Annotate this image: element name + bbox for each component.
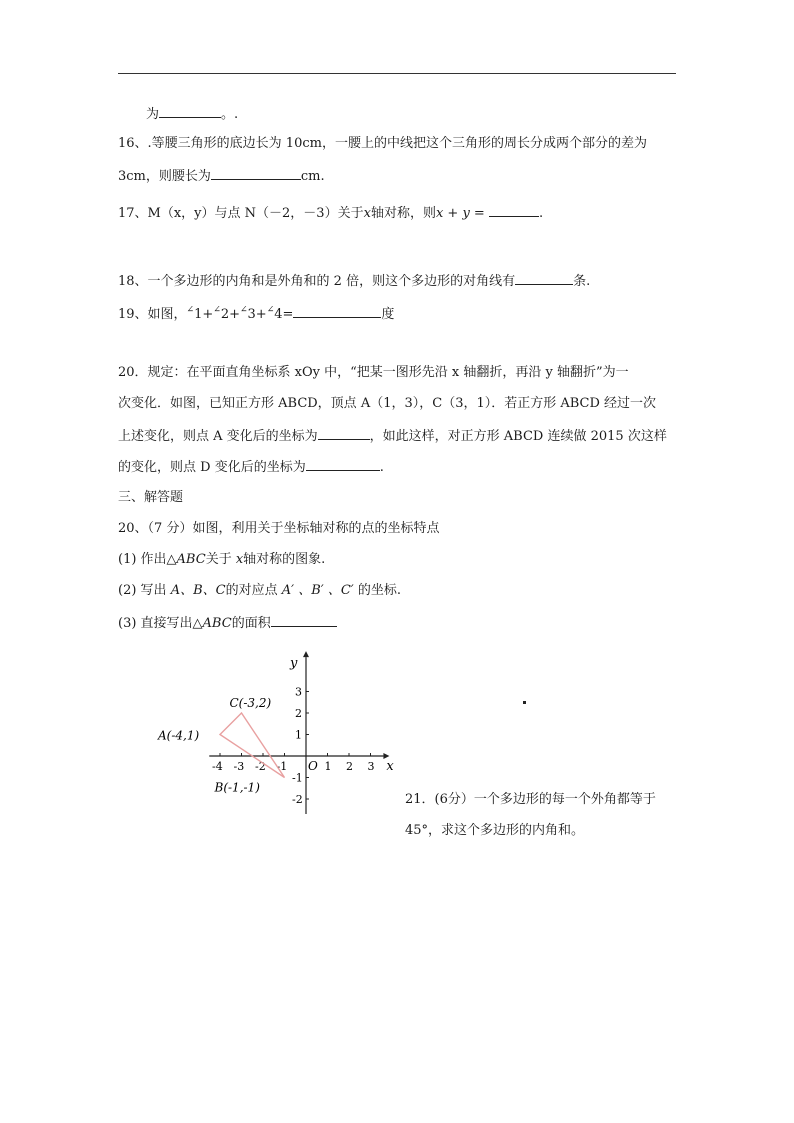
y-axis-label: y (290, 656, 298, 672)
p20-step2 (118, 581, 401, 601)
q19 (118, 300, 394, 325)
p20-s3-blank[interactable] (271, 612, 337, 627)
q18-blank[interactable] (515, 270, 573, 285)
x-tick-label: -4 (212, 760, 223, 773)
y-tick-label: 2 (295, 707, 302, 720)
q16-blank[interactable] (211, 165, 301, 180)
section-title: 三、解答题 (118, 490, 184, 505)
q19-suffix: 度 (381, 307, 395, 322)
p20-s2-suffix: 的坐标. (353, 583, 401, 598)
y-axis-arrow-icon (303, 651, 309, 657)
p20-s2-primes: A′ 、B′ 、C′ (281, 583, 354, 598)
p20-s3-tri: ABC (202, 616, 232, 631)
q20-blank-d[interactable] (306, 456, 380, 471)
q17-blank[interactable] (489, 202, 539, 217)
q20-line4-suffix: . (379, 460, 384, 475)
y-tick-label: 1 (295, 728, 302, 742)
x-tick-label: -1 (276, 760, 288, 773)
q20-line4-prefix: 的变化，则点 D 变化后的坐标为 (118, 460, 306, 475)
p20-step3 (118, 612, 337, 634)
q19-t3: 3+ (247, 307, 267, 322)
p20-s1-tri: ABC (176, 552, 206, 567)
q20-line1: 20．规定：在平面直角坐标系 xOy 中，“把某一图形先沿 x 轴翻折，再沿 y 轴翻折”为一 (118, 365, 629, 380)
angle-icon: ∠ (266, 305, 275, 315)
angle-icon: ∠ (239, 305, 248, 315)
p20-s1-prefix: (1) 作出△ (118, 552, 177, 567)
q16-line2 (118, 165, 325, 187)
y-tick-label: 3 (295, 685, 302, 699)
q19-t4: 4= (274, 307, 294, 322)
q18-suffix: 条. (573, 274, 591, 289)
q18 (118, 270, 590, 292)
p20-s3-prefix: (3) 直接写出△ (118, 616, 203, 631)
p20-s2-mid: 的对应点 (225, 583, 282, 598)
q20-line3 (118, 425, 667, 447)
q20-line3-suffix: ，如此这样，对正方形 ABCD 连续做 2015 次这样 (369, 429, 667, 444)
point-label-a: A(-4,1) (158, 728, 200, 743)
x-tick-label: -3 (233, 760, 245, 773)
header-rule (118, 73, 676, 74)
q15-prefix: 为 (146, 107, 160, 122)
q16-prefix: 3cm，则腰长为 (118, 169, 211, 184)
q19-t1: 1+ (194, 307, 214, 322)
point-label-c: C(-3,2) (229, 696, 272, 710)
q20-line4 (118, 456, 384, 478)
triangle-abc (220, 713, 285, 778)
q17-expr: x + y = (435, 206, 485, 221)
q17-part2: 轴对称，则 (370, 206, 436, 221)
x-tick-label: 3 (367, 760, 375, 773)
q17-part1: 17、M（x，y）与点 N（－2，－3）关于 (118, 206, 364, 221)
angle-icon: ∠ (186, 305, 195, 315)
point-label-b: B(-1,-1) (214, 780, 260, 795)
q17-x-var: x (363, 206, 371, 221)
p20-s2-prefix: (2) 写出 (118, 583, 171, 598)
q21-line2: 45°，求这个多边形的内角和。 (405, 823, 585, 838)
p20-step1 (118, 550, 325, 570)
x-tick-label: 2 (346, 760, 353, 773)
x-axis-label: x (386, 759, 394, 774)
p20-s1-x: x (235, 552, 244, 567)
q18-text: 18、一个多边形的内角和是外角和的 2 倍，则这个多边形的对角线有 (118, 274, 516, 289)
q19-prefix: 19、如图， (118, 307, 187, 322)
q20-line3-prefix: 上述变化，则点 A 变化后的坐标为 (118, 429, 318, 444)
q17 (118, 202, 543, 224)
q15-suffix: 。. (221, 107, 239, 122)
q19-t2: 2+ (220, 307, 240, 322)
p20-header: 20、（7 分）如图，利用关于坐标轴对称的点的坐标特点 (118, 521, 440, 536)
coordinate-figure (158, 645, 396, 825)
p20-s3-suffix: 的面积 (231, 616, 271, 631)
y-tick-label: -2 (292, 793, 303, 806)
q15-blank[interactable] (159, 103, 221, 118)
p20-s1-suffix: 轴对称的图象. (243, 552, 326, 567)
origin-label: O (308, 759, 318, 773)
q16-suffix: cm. (300, 169, 325, 184)
q20-blank-a[interactable] (318, 425, 370, 440)
angle-icon: ∠ (213, 305, 221, 315)
q16-line1: 16、.等腰三角形的底边长为 10cm，一腰上的中线把这个三角形的周长分成两个部分的差为 (118, 136, 647, 151)
stray-dot (523, 701, 526, 704)
q17-end: . (538, 206, 544, 221)
q15-tail (146, 103, 238, 125)
q20-line2: 次变化．如图，已知正方形 ABCD，顶点 A（1，3），C（3，1）．若正方形 ABCD 经过一次 (118, 396, 657, 411)
q21-line1: 21．(6分）一个多边形的每一个外角都等于 (405, 792, 656, 807)
q19-blank[interactable] (293, 303, 381, 318)
y-tick-label: -1 (292, 771, 303, 785)
x-tick-label: 1 (324, 760, 332, 773)
x-tick-label: -2 (255, 760, 266, 773)
p20-s2-pts: A、B、C (170, 583, 226, 598)
p20-s1-mid: 关于 (205, 552, 236, 567)
